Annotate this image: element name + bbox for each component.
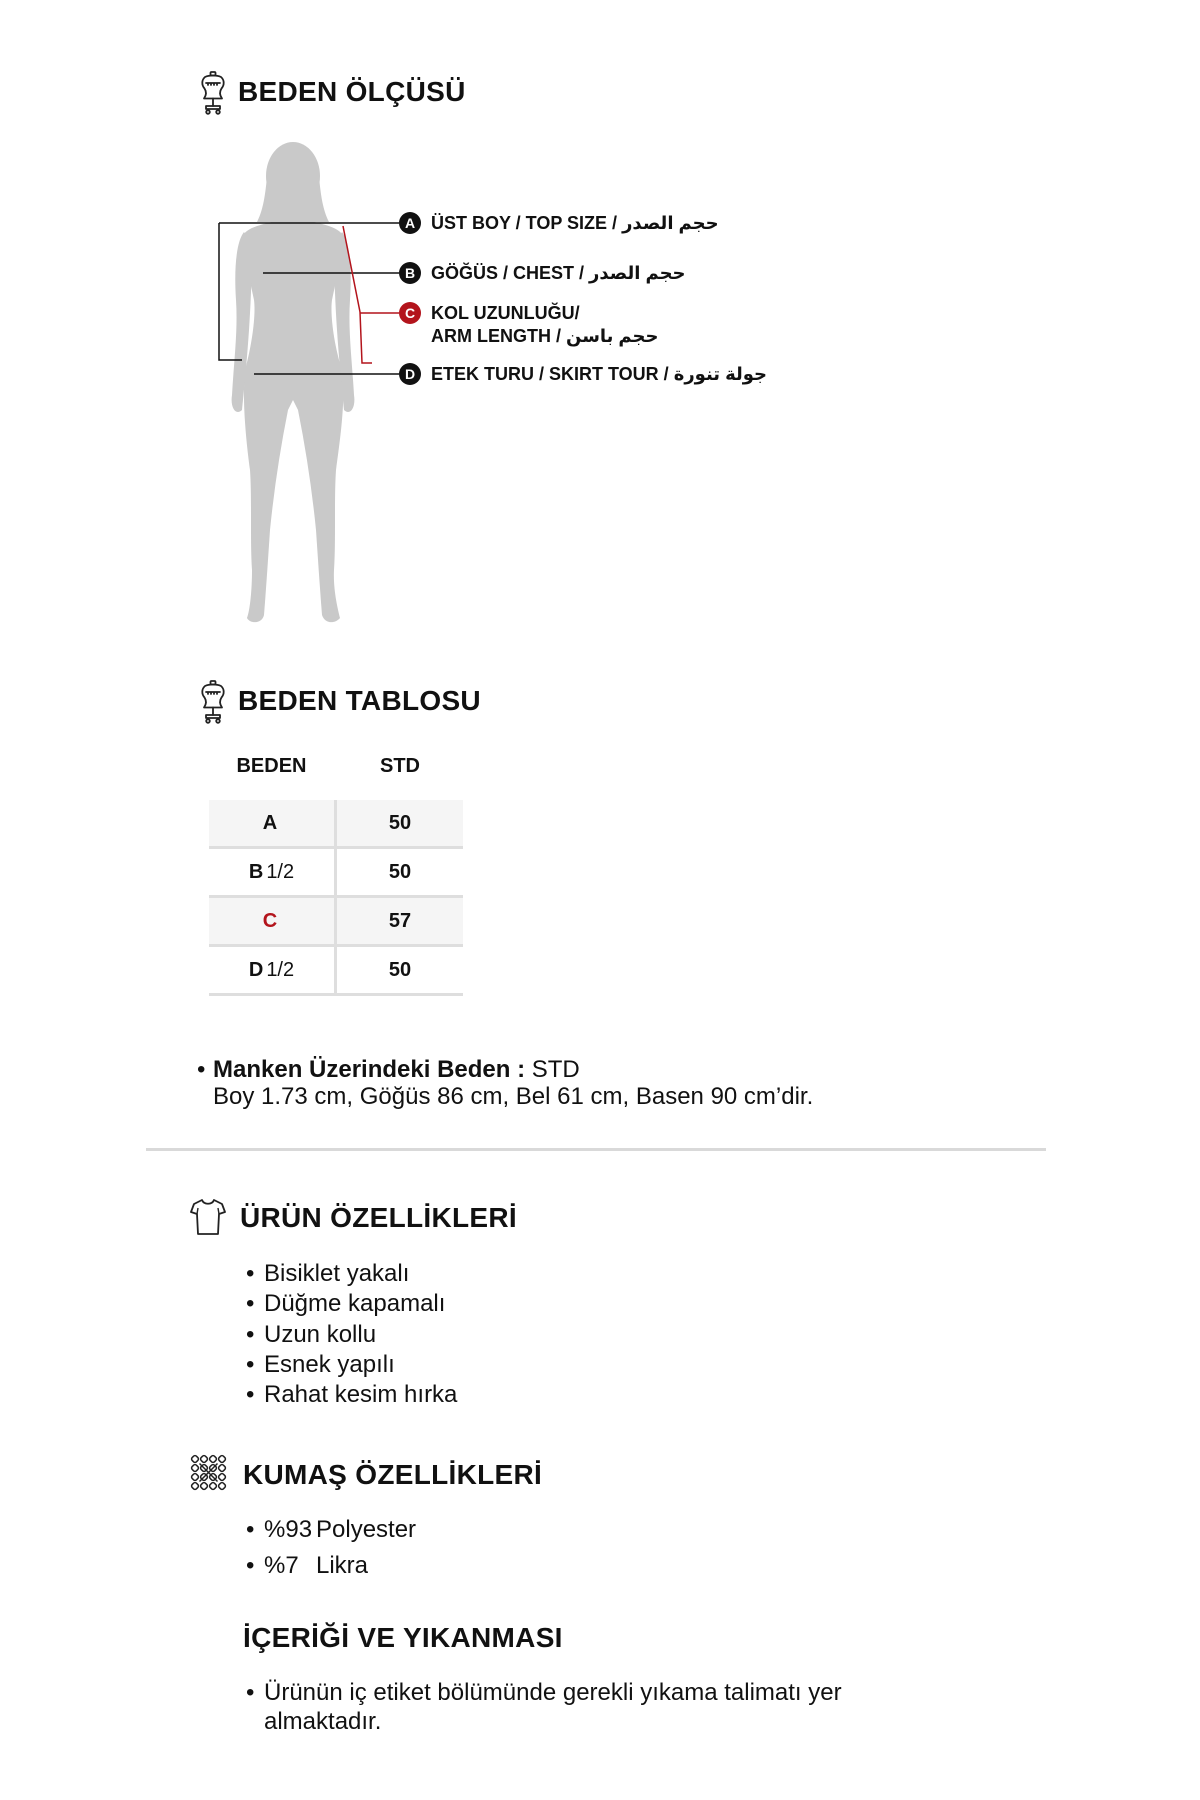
measure-badge-a: A: [399, 212, 421, 234]
model-size-value: STD: [531, 1056, 580, 1083]
fabric-percent: %93: [264, 1516, 313, 1543]
list-item: [246, 1551, 416, 1587]
model-size-line: [197, 1056, 813, 1083]
list-item: • Bisiklet yakalı: [246, 1259, 457, 1289]
size-fraction: 1/2: [266, 861, 295, 883]
size-guide-title: BEDEN ÖLÇÜSÜ: [238, 76, 466, 107]
size-fraction: 1/2: [266, 959, 295, 981]
care-list: [246, 1678, 954, 1736]
list-item: • Düğme kapamalı: [246, 1289, 457, 1319]
measure-badge-d: D: [399, 363, 421, 385]
mannequin-icon: [197, 680, 229, 724]
table-cell-value: 50: [388, 861, 412, 883]
table-row: [209, 849, 463, 898]
table-cell-size: [209, 898, 337, 944]
measure-label-c-line2: ARM LENGTH / حجم باسن: [431, 326, 659, 346]
fabric-features-title: KUMAŞ ÖZELLİKLERİ: [243, 1459, 543, 1490]
list-item: • Uzun kollu: [246, 1320, 457, 1350]
fabric-features-list: [246, 1515, 416, 1587]
table-cell-value: 57: [388, 910, 412, 932]
table-cell-size: [209, 800, 337, 846]
size-letter: A: [262, 812, 278, 834]
table-row: [209, 898, 463, 947]
size-table-title: BEDEN TABLOSU: [238, 685, 481, 716]
list-item: • Esnek yapılı: [246, 1350, 457, 1380]
table-cell-size: [209, 849, 337, 895]
body-measurement-diagram: [0, 0, 1200, 700]
body-silhouette: [232, 142, 355, 622]
measure-badge-b: B: [399, 262, 421, 284]
fabric-material: Polyester: [316, 1516, 417, 1543]
product-features-title: ÜRÜN ÖZELLİKLERİ: [240, 1202, 518, 1233]
product-features-list: [246, 1259, 457, 1410]
size-table-header-std: STD: [380, 755, 420, 777]
size-letter: B: [248, 861, 264, 883]
size-letter: C: [262, 910, 278, 932]
size-table-header-size: BEDEN: [236, 755, 307, 777]
fabric-icon: [190, 1454, 228, 1492]
care-title: İÇERİĞİ VE YIKANMASI: [243, 1622, 563, 1653]
measure-badge-c: C: [399, 302, 421, 324]
measure-label-d: ETEK TURU / SKIRT TOUR / جولة تنورة: [431, 364, 768, 384]
list-item: [246, 1515, 416, 1551]
fabric-percent: %7: [264, 1552, 299, 1579]
list-item: • Ürünün iç etiket bölümünde gerekli yıkama talimatı yer almaktadır.: [246, 1678, 954, 1736]
table-cell-value: 50: [388, 959, 412, 981]
table-row: [209, 800, 463, 849]
tshirt-icon: [190, 1198, 226, 1236]
silhouette-torso-legs: [244, 208, 344, 622]
section-divider: [146, 1148, 1046, 1151]
measure-label-b: GÖĞÜS / CHEST / حجم الصدر: [431, 263, 686, 283]
list-item: • Rahat kesim hırka: [246, 1380, 457, 1410]
table-cell-value: 50: [388, 812, 412, 834]
measure-label-c-line1: KOL UZUNLUĞU/: [431, 303, 580, 323]
measure-label-a: ÜST BOY / TOP SIZE / حجم الصدر: [431, 213, 719, 233]
table-row: [209, 947, 463, 996]
table-cell-size: [209, 947, 337, 993]
model-size-info: [197, 1056, 813, 1110]
model-measurements: Boy 1.73 cm, Göğüs 86 cm, Bel 61 cm, Basen 90 cm’dir.: [213, 1083, 814, 1110]
size-letter: D: [248, 959, 264, 981]
model-size-label: Manken Üzerindeki Beden :: [213, 1056, 526, 1083]
fabric-material: Likra: [316, 1552, 369, 1579]
